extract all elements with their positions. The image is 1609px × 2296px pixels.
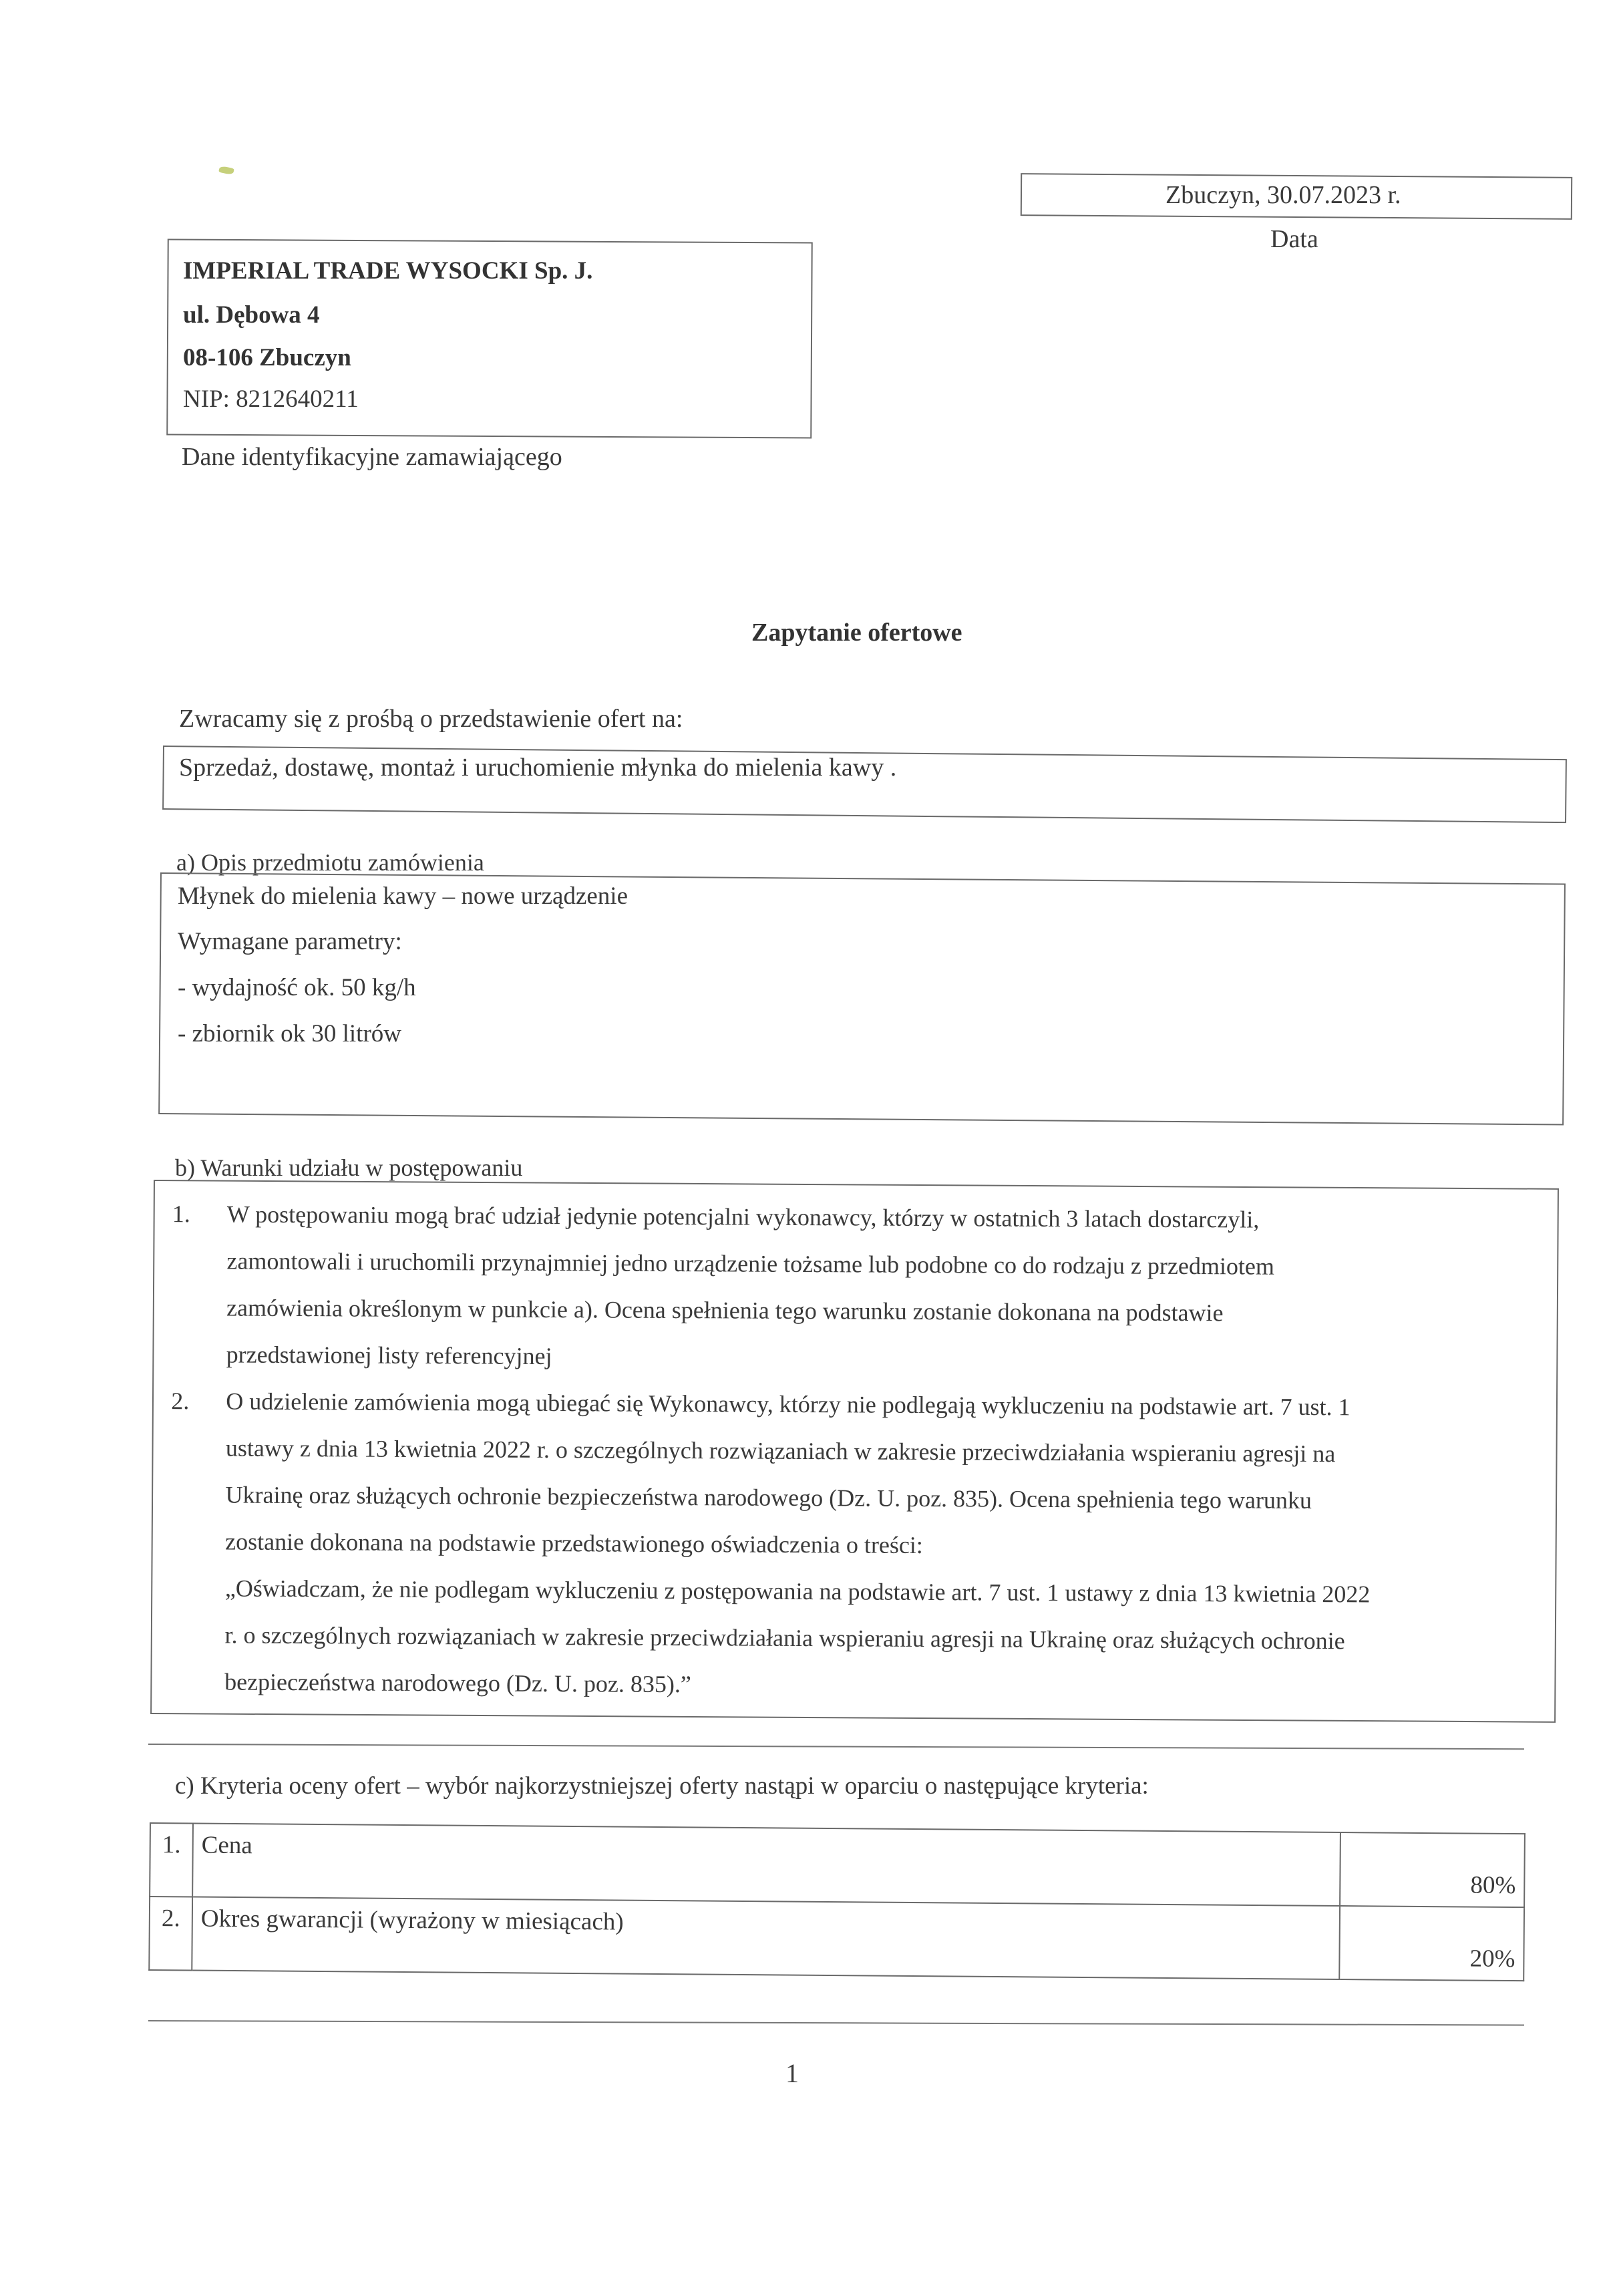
divider: [148, 1744, 1524, 1750]
section-a-line: - zbiornik ok 30 litrów: [178, 1020, 402, 1047]
criterion-name: Cena: [192, 1824, 1340, 1906]
table-row: [149, 1897, 1524, 1981]
criterion-name: Okres gwarancji (wyrażony w miesiącach): [192, 1897, 1340, 1979]
section-a-line: Wymagane parametry:: [178, 928, 402, 955]
condition-line: zostanie dokonana na podstawie przedstawionego oświadczenia o treści:: [225, 1528, 923, 1559]
section-c-label: c) Kryteria oceny ofert – wybór najkorzystniejszej oferty nastąpi w oparciu o następujące kryteria:: [175, 1772, 1149, 1800]
company-name: IMPERIAL TRADE WYSOCKI Sp. J.: [183, 257, 593, 285]
section-a-line: - wydajność ok. 50 kg/h: [178, 974, 416, 1001]
company-street: ul. Dębowa 4: [183, 301, 320, 329]
condition-line: ustawy z dnia 13 kwietnia 2022 r. o szczególnych rozwiązaniach w zakresie przeciwdziałania wspieraniu agresji na: [225, 1434, 1336, 1468]
criterion-number: 1.: [150, 1823, 193, 1897]
condition-number: 1.: [172, 1200, 190, 1228]
divider: [148, 2020, 1524, 2025]
criterion-weight: 20%: [1339, 1906, 1524, 1981]
condition-text: [224, 1377, 1545, 1711]
criterion-number: 2.: [149, 1897, 192, 1970]
condition-item: [160, 1377, 1545, 1712]
section-a-line: Młynek do mielenia kawy – nowe urządzenie: [178, 882, 628, 910]
condition-line: zamówienia określonym w punkcie a). Ocena spełnienia tego warunku zostanie dokonana na podstawie: [226, 1294, 1224, 1327]
page-title: Zapytanie ofertowe: [751, 619, 962, 647]
section-b-label: b) Warunki udziału w postępowaniu: [175, 1154, 523, 1181]
section-a-label: a) Opis przedmiotu zamówienia: [176, 849, 484, 876]
subject-text: Sprzedaż, dostawę, montaż i uruchomienie młynka do mielenia kawy .: [179, 754, 897, 782]
company-city: 08-106 Zbuczyn: [183, 344, 351, 371]
company-nip: NIP: 8212640211: [183, 385, 359, 413]
condition-line: zamontowali i uruchomili przynajmniej jedno urządzenie tożsame lub podobne co do rodzaju z przedmiotem: [226, 1247, 1275, 1280]
condition-line: O udzielenie zamówienia mogą ubiegać się Wykonawcy, którzy nie podlegają wykluczeniu na podstawie art. 7 ust. 1: [226, 1387, 1351, 1421]
statement-line: r. o szczególnych rozwiązaniach w zakresie przeciwdziałania wspieraniu agresji na Ukrainę oraz służących ochronie: [224, 1621, 1345, 1655]
condition-line: W postępowaniu mogą brać udział jedynie potencjalni wykonawcy, którzy w ostatnich 3 latach dostarczyli,: [226, 1200, 1260, 1233]
table-row: [150, 1823, 1525, 1907]
date-value: Zbuczyn, 30.07.2023 r.: [1166, 181, 1401, 209]
company-caption: Dane identyfikacyjne zamawiającego: [182, 443, 562, 471]
scan-artifact: [218, 166, 234, 175]
conditions-list: [160, 1190, 1546, 1712]
criteria-table: [148, 1822, 1526, 1981]
condition-item: [162, 1190, 1546, 1385]
condition-number: 2.: [171, 1387, 190, 1415]
statement-line: bezpieczeństwa narodowego (Dz. U. poz. 835).”: [224, 1668, 691, 1698]
condition-line: Ukrainę oraz służących ochronie bezpieczeństwa narodowego (Dz. U. poz. 835). Ocena spełnienia tego warunku: [225, 1481, 1312, 1514]
intro-text: Zwracamy się z prośbą o przedstawienie ofert na:: [179, 705, 683, 733]
criterion-weight: 80%: [1340, 1832, 1525, 1907]
condition-line: przedstawionej listy referencyjnej: [226, 1341, 552, 1370]
page-number: 1: [785, 2058, 799, 2088]
statement-line: „Oświadczam, że nie podlegam wykluczeniu z postępowania na podstawie art. 7 ust. 1 ustawy z dnia 13 kwietnia 2022: [224, 1575, 1371, 1608]
date-label: Data: [1270, 225, 1318, 253]
condition-text: [226, 1191, 1546, 1385]
